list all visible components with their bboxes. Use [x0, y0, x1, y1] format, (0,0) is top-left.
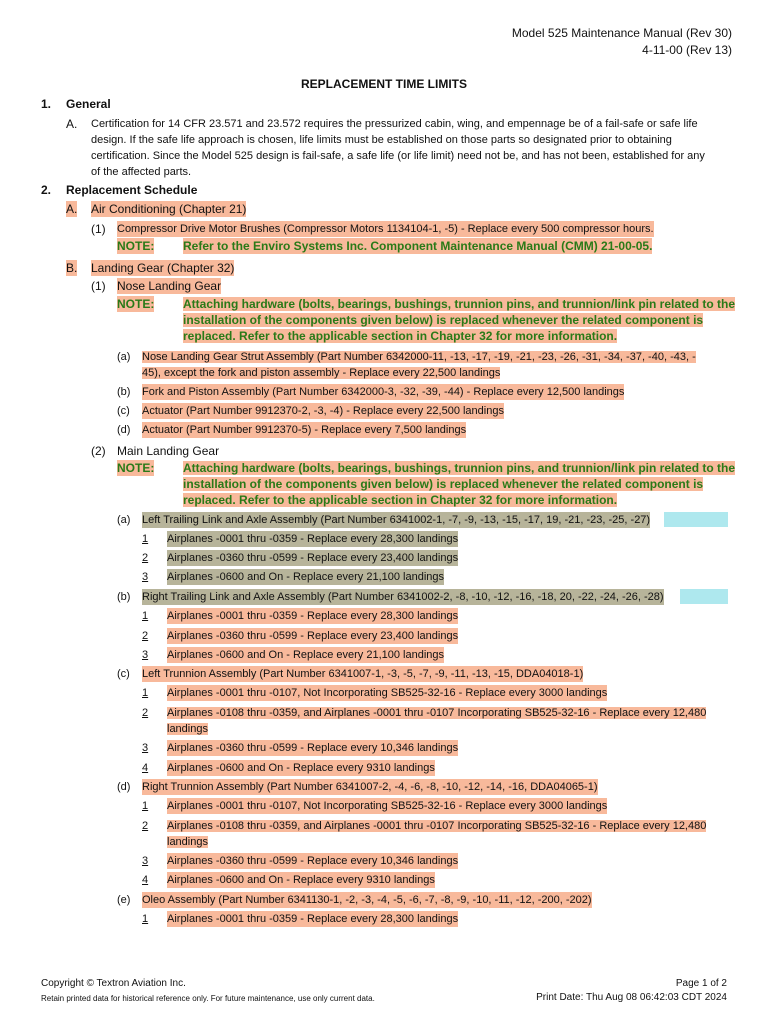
section-2-heading: Replacement Schedule: [66, 183, 198, 197]
section-2b-label: B.: [66, 261, 78, 275]
interval-line: landings: [167, 836, 208, 848]
item-letter: (d): [117, 781, 131, 793]
replacement-interval: Airplanes -0600 and On - Replace every 9310 landings: [167, 762, 435, 774]
right-trailing-link-assembly: Right Trailing Link and Axle Assembly (Part Number 6341002-2, -8, -10, -12, -16, -18, 20, -22, -24, -26, -28): [142, 591, 664, 603]
item-line: Nose Landing Gear Strut Assembly (Part Number 6342000-11, -13, -17, -19, -21, -23, -26, -31, -34, -37, -40, -43, -: [142, 351, 696, 363]
fork-piston-assembly: Fork and Piston Assembly (Part Number 6342000-3, -32, -39, -44) - Replace every 12,500 landings: [142, 386, 625, 398]
subitem-number: 1: [142, 533, 149, 545]
item-letter: (b): [117, 591, 131, 603]
replacement-interval: Airplanes -0600 and On - Replace every 21,100 landings: [167, 571, 445, 583]
page-title: REPLACEMENT TIME LIMITS: [301, 77, 467, 91]
interval-line: Airplanes -0108 thru -0359, and Airplanes -0001 thru -0107 Incorporating SB525-32-16 - Replace every 12,480: [167, 707, 707, 719]
note-line: Attaching hardware (bolts, bearings, bushings, trunnion pins, and trunnion/link pin related to the: [183, 297, 736, 311]
replacement-interval: Airplanes -0360 thru -0599 - Replace every 10,346 landings: [167, 855, 459, 867]
paragraph-line: of the affected parts.: [91, 166, 192, 178]
item-letter: (b): [117, 386, 131, 398]
item-letter: (a): [117, 514, 131, 526]
replacement-interval: Airplanes -0001 thru -0107, Not Incorporating SB525-32-16 - Replace every 3000 landings: [167, 800, 608, 812]
subitem-number: 2: [142, 630, 149, 642]
section-2a-label: A.: [66, 202, 78, 216]
actuator-22500: Actuator (Part Number 9912370-2, -3, -4) - Replace every 22,500 landings: [142, 405, 504, 417]
section-2-number: 2.: [41, 183, 52, 197]
subitem-number: 1: [142, 610, 149, 622]
replacement-interval: [167, 705, 706, 737]
air-conditioning-heading: Air Conditioning (Chapter 21): [91, 202, 247, 216]
attaching-hardware-note: [183, 460, 735, 508]
section-1-number: 1.: [41, 97, 52, 111]
note-line: replaced. Refer to the applicable section in Chapter 32 for more information.: [183, 493, 618, 507]
cmm-note-text: Refer to the Enviro Systems Inc. Component Maintenance Manual (CMM) 21-00-05.: [183, 239, 653, 253]
note-line: replaced. Refer to the applicable section in Chapter 32 for more information.: [183, 329, 618, 343]
item-letter: (a): [117, 351, 131, 363]
copyright-notice: Copyright © Textron Aviation Inc.: [41, 978, 186, 989]
subitem-number: 1: [142, 687, 149, 699]
highlight-band: [680, 589, 728, 604]
replacement-interval: Airplanes -0360 thru -0599 - Replace every 23,400 landings: [167, 552, 459, 564]
item-letter: (d): [117, 424, 131, 436]
item-number: (2): [91, 444, 106, 458]
compressor-brushes-item: Compressor Drive Motor Brushes (Compressor Motors 1134104-1, -5) - Replace every 500 compressor hours.: [117, 223, 654, 235]
replacement-interval: [167, 818, 706, 850]
nose-strut-assembly: [142, 349, 696, 381]
note-line: installation of the components given below) is replaced whenever the related component is: [183, 477, 704, 491]
replacement-interval: Airplanes -0360 thru -0599 - Replace every 23,400 landings: [167, 630, 459, 642]
item-letter: (c): [117, 668, 130, 680]
item-number: (1): [91, 222, 106, 236]
interval-line: Airplanes -0108 thru -0359, and Airplanes -0001 thru -0107 Incorporating SB525-32-16 - Replace every 12,480: [167, 820, 707, 832]
replacement-interval: Airplanes -0001 thru -0359 - Replace every 28,300 landings: [167, 913, 459, 925]
actuator-7500: Actuator (Part Number 9912370-5) - Replace every 7,500 landings: [142, 424, 467, 436]
subitem-number: 3: [142, 649, 149, 661]
main-landing-gear-heading: Main Landing Gear: [117, 444, 220, 458]
section-1-heading: General: [66, 97, 111, 111]
subitem-number: 4: [142, 874, 149, 886]
note-label: NOTE:: [117, 297, 155, 311]
replacement-interval: Airplanes -0001 thru -0359 - Replace every 28,300 landings: [167, 610, 459, 622]
subitem-number: 4: [142, 762, 149, 774]
paragraph-line: Certification for 14 CFR 23.571 and 23.572 requires the pressurized cabin, wing, and empennage be of a fail-safe or safe life: [91, 118, 698, 130]
print-date: Print Date: Thu Aug 08 06:42:03 CDT 2024: [536, 992, 727, 1003]
note-line: installation of the components given below) is replaced whenever the related component is: [183, 313, 704, 327]
subitem-number: 3: [142, 742, 149, 754]
right-trunnion-assembly: Right Trunnion Assembly (Part Number 6341007-2, -4, -6, -8, -10, -12, -14, -16, DDA04065-1): [142, 781, 598, 793]
subitem-number: 1: [142, 800, 149, 812]
note-line: Attaching hardware (bolts, bearings, bushings, trunnion pins, and trunnion/link pin related to the: [183, 461, 736, 475]
subitem-number: 2: [142, 820, 149, 832]
paragraph-line: certification. Since the Model 525 design is fail-safe, a safe life (or life limit) need not be, and has not been, established for any: [91, 150, 705, 162]
highlight-band: [664, 512, 728, 527]
section-1a-text: [91, 116, 705, 180]
subitem-number: 1: [142, 913, 149, 925]
replacement-interval: Airplanes -0600 and On - Replace every 9310 landings: [167, 874, 435, 886]
subitem-number: 2: [142, 707, 149, 719]
note-label: NOTE:: [117, 461, 155, 475]
left-trailing-link-assembly: Left Trailing Link and Axle Assembly (Part Number 6341002-1, -7, -9, -13, -15, -17, 19, -21, -23, -25, -27): [142, 514, 651, 526]
replacement-interval: Airplanes -0001 thru -0359 - Replace every 28,300 landings: [167, 533, 459, 545]
manual-title: Model 525 Maintenance Manual (Rev 30): [511, 26, 732, 40]
manual-section-code: 4-11-00 (Rev 13): [642, 43, 732, 57]
attaching-hardware-note: [183, 296, 735, 344]
nose-landing-gear-heading: Nose Landing Gear: [117, 279, 222, 293]
interval-line: landings: [167, 723, 208, 735]
item-letter: (c): [117, 405, 130, 417]
landing-gear-heading: Landing Gear (Chapter 32): [91, 261, 235, 275]
oleo-assembly: Oleo Assembly (Part Number 6341130-1, -2, -3, -4, -5, -6, -7, -8, -9, -10, -11, -12, -200, -202): [142, 894, 592, 906]
subitem-number: 2: [142, 552, 149, 564]
item-letter: (e): [117, 894, 131, 906]
left-trunnion-assembly: Left Trunnion Assembly (Part Number 6341007-1, -3, -5, -7, -9, -11, -13, -15, DDA04018-1): [142, 668, 584, 680]
replacement-interval: Airplanes -0600 and On - Replace every 21,100 landings: [167, 649, 445, 661]
paragraph-line: design. If the safe life approach is chosen, life limits must be established on those parts so designated prior to obtaining: [91, 134, 672, 146]
page-number: Page 1 of 2: [675, 978, 727, 989]
section-1a-label: A.: [66, 117, 78, 131]
subitem-number: 3: [142, 571, 149, 583]
note-label: NOTE:: [117, 239, 155, 253]
replacement-interval: Airplanes -0360 thru -0599 - Replace every 10,346 landings: [167, 742, 459, 754]
item-number: (1): [91, 279, 106, 293]
retain-notice: Retain printed data for historical reference only. For future maintenance, use only current data.: [41, 994, 375, 1003]
item-line: 45), except the fork and piston assembly - Replace every 22,500 landings: [142, 367, 501, 379]
replacement-interval: Airplanes -0001 thru -0107, Not Incorporating SB525-32-16 - Replace every 3000 landings: [167, 687, 608, 699]
subitem-number: 3: [142, 855, 149, 867]
